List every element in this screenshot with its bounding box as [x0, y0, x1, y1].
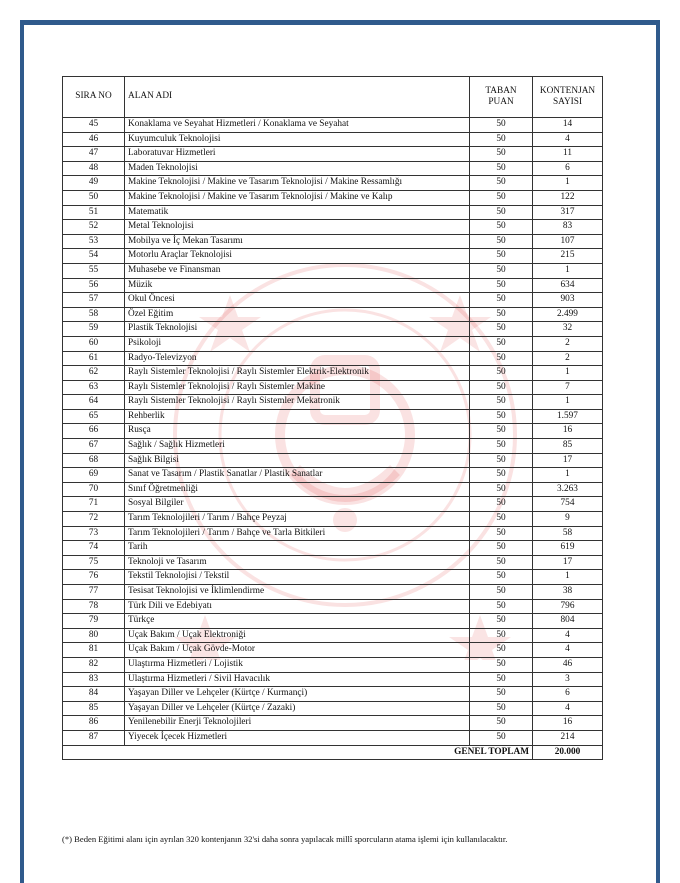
cell-kontenjan: 2	[533, 351, 603, 366]
cell-alan-adi: Yiyecek İçecek Hizmetleri	[125, 730, 470, 745]
cell-taban-puan: 50	[470, 628, 533, 643]
table-row	[63, 570, 603, 585]
cell-sira-no: 62	[63, 366, 125, 381]
table-row	[63, 351, 603, 366]
cell-kontenjan: 38	[533, 585, 603, 600]
cell-alan-adi: Sağlık Bilgisi	[125, 453, 470, 468]
table-row	[63, 497, 603, 512]
cell-kontenjan: 16	[533, 424, 603, 439]
table-row	[63, 555, 603, 570]
cell-alan-adi: Sağlık / Sağlık Hizmetleri	[125, 439, 470, 454]
table-row	[63, 307, 603, 322]
cell-kontenjan: 796	[533, 599, 603, 614]
cell-alan-adi: Raylı Sistemler Teknolojisi / Raylı Sistemler Elektrik-Elektronik	[125, 366, 470, 381]
cell-alan-adi: Yaşayan Diller ve Lehçeler (Kürtçe / Kurmançi)	[125, 687, 470, 702]
cell-taban-puan: 50	[470, 409, 533, 424]
cell-taban-puan: 50	[470, 220, 533, 235]
cell-sira-no: 75	[63, 555, 125, 570]
cell-taban-puan: 50	[470, 672, 533, 687]
cell-sira-no: 68	[63, 453, 125, 468]
header-taban-line2: PUAN	[488, 97, 514, 107]
cell-alan-adi: Türkçe	[125, 614, 470, 629]
cell-kontenjan: 1	[533, 263, 603, 278]
table-row	[63, 278, 603, 293]
cell-taban-puan: 50	[470, 526, 533, 541]
cell-kontenjan: 804	[533, 614, 603, 629]
cell-sira-no: 74	[63, 541, 125, 556]
cell-sira-no: 66	[63, 424, 125, 439]
cell-sira-no: 71	[63, 497, 125, 512]
cell-sira-no: 69	[63, 468, 125, 483]
cell-sira-no: 65	[63, 409, 125, 424]
table-row	[63, 132, 603, 147]
cell-sira-no: 85	[63, 701, 125, 716]
cell-kontenjan: 17	[533, 453, 603, 468]
header-kontenjan-line1: KONTENJAN	[539, 86, 596, 96]
header-taban-line1: TABAN	[485, 86, 517, 96]
cell-taban-puan: 50	[470, 147, 533, 162]
cell-alan-adi: Rusça	[125, 424, 470, 439]
cell-sira-no: 60	[63, 336, 125, 351]
total-value: 20.000	[533, 745, 603, 760]
total-row	[63, 745, 603, 760]
cell-taban-puan: 50	[470, 687, 533, 702]
cell-alan-adi: Uçak Bakım / Uçak Elektroniği	[125, 628, 470, 643]
cell-kontenjan: 754	[533, 497, 603, 512]
cell-kontenjan: 1	[533, 395, 603, 410]
cell-alan-adi: Raylı Sistemler Teknolojisi / Raylı Sistemler Makine	[125, 380, 470, 395]
cell-taban-puan: 50	[470, 366, 533, 381]
cell-kontenjan: 903	[533, 293, 603, 308]
cell-sira-no: 57	[63, 293, 125, 308]
cell-alan-adi: Matematik	[125, 205, 470, 220]
table-row	[63, 424, 603, 439]
cell-kontenjan: 4	[533, 643, 603, 658]
table-row	[63, 687, 603, 702]
cell-kontenjan: 58	[533, 526, 603, 541]
table-row	[63, 482, 603, 497]
table-row	[63, 730, 603, 745]
cell-sira-no: 46	[63, 132, 125, 147]
total-blank	[63, 745, 125, 760]
cell-taban-puan: 50	[470, 585, 533, 600]
cell-kontenjan: 7	[533, 380, 603, 395]
cell-taban-puan: 50	[470, 351, 533, 366]
cell-taban-puan: 50	[470, 424, 533, 439]
cell-sira-no: 72	[63, 512, 125, 527]
header-alan-adi: ALAN ADI	[125, 77, 470, 118]
cell-kontenjan: 16	[533, 716, 603, 731]
table-row	[63, 161, 603, 176]
cell-sira-no: 78	[63, 599, 125, 614]
cell-kontenjan: 1.597	[533, 409, 603, 424]
cell-taban-puan: 50	[470, 701, 533, 716]
cell-alan-adi: Ulaştırma Hizmetleri / Sivil Havacılık	[125, 672, 470, 687]
table-row	[63, 512, 603, 527]
cell-sira-no: 80	[63, 628, 125, 643]
cell-alan-adi: Özel Eğitim	[125, 307, 470, 322]
cell-alan-adi: Motorlu Araçlar Teknolojisi	[125, 249, 470, 264]
table-header-row	[63, 77, 603, 118]
table-row	[63, 468, 603, 483]
cell-sira-no: 61	[63, 351, 125, 366]
cell-alan-adi: Tarım Teknolojileri / Tarım / Bahçe ve Tarla Bitkileri	[125, 526, 470, 541]
table-row	[63, 118, 603, 133]
table-row	[63, 336, 603, 351]
cell-sira-no: 49	[63, 176, 125, 191]
cell-kontenjan: 1	[533, 176, 603, 191]
cell-kontenjan: 215	[533, 249, 603, 264]
cell-alan-adi: Tekstil Teknolojisi / Tekstil	[125, 570, 470, 585]
cell-kontenjan: 46	[533, 657, 603, 672]
cell-alan-adi: Radyo-Televizyon	[125, 351, 470, 366]
table-row	[63, 439, 603, 454]
total-label: GENEL TOPLAM	[125, 745, 533, 760]
cell-alan-adi: Rehberlik	[125, 409, 470, 424]
cell-kontenjan: 214	[533, 730, 603, 745]
cell-alan-adi: Laboratuvar Hizmetleri	[125, 147, 470, 162]
cell-taban-puan: 50	[470, 293, 533, 308]
cell-kontenjan: 122	[533, 190, 603, 205]
cell-alan-adi: Teknoloji ve Tasarım	[125, 555, 470, 570]
table-row	[63, 614, 603, 629]
cell-sira-no: 63	[63, 380, 125, 395]
table-row	[63, 716, 603, 731]
table-row	[63, 147, 603, 162]
cell-taban-puan: 50	[470, 395, 533, 410]
table-row	[63, 657, 603, 672]
header-taban-puan	[470, 77, 533, 118]
cell-kontenjan: 32	[533, 322, 603, 337]
header-sira-no: SIRA NO	[63, 77, 125, 118]
cell-taban-puan: 50	[470, 716, 533, 731]
cell-sira-no: 77	[63, 585, 125, 600]
cell-alan-adi: Raylı Sistemler Teknolojisi / Raylı Sistemler Mekatronik	[125, 395, 470, 410]
cell-kontenjan: 83	[533, 220, 603, 235]
cell-kontenjan: 2.499	[533, 307, 603, 322]
table-row	[63, 701, 603, 716]
cell-kontenjan: 107	[533, 234, 603, 249]
cell-kontenjan: 634	[533, 278, 603, 293]
cell-alan-adi: Makine Teknolojisi / Makine ve Tasarım Teknolojisi / Makine Ressamlığı	[125, 176, 470, 191]
cell-alan-adi: Tarım Teknolojileri / Tarım / Bahçe Peyzaj	[125, 512, 470, 527]
cell-alan-adi: Plastik Teknolojisi	[125, 322, 470, 337]
cell-alan-adi: Yenilenebilir Enerji Teknolojileri	[125, 716, 470, 731]
cell-taban-puan: 50	[470, 497, 533, 512]
cell-sira-no: 59	[63, 322, 125, 337]
table-row	[63, 453, 603, 468]
table-row	[63, 395, 603, 410]
cell-taban-puan: 50	[470, 234, 533, 249]
cell-taban-puan: 50	[470, 468, 533, 483]
cell-taban-puan: 50	[470, 161, 533, 176]
cell-kontenjan: 6	[533, 161, 603, 176]
cell-alan-adi: Makine Teknolojisi / Makine ve Tasarım Teknolojisi / Makine ve Kalıp	[125, 190, 470, 205]
cell-kontenjan: 317	[533, 205, 603, 220]
cell-sira-no: 53	[63, 234, 125, 249]
cell-sira-no: 48	[63, 161, 125, 176]
cell-taban-puan: 50	[470, 643, 533, 658]
table-row	[63, 643, 603, 658]
cell-kontenjan: 1	[533, 366, 603, 381]
cell-alan-adi: Sosyal Bilgiler	[125, 497, 470, 512]
cell-alan-adi: Konaklama ve Seyahat Hizmetleri / Konaklama ve Seyahat	[125, 118, 470, 133]
cell-sira-no: 84	[63, 687, 125, 702]
cell-taban-puan: 50	[470, 541, 533, 556]
table-row	[63, 322, 603, 337]
cell-alan-adi: Kuyumculuk Teknolojisi	[125, 132, 470, 147]
cell-alan-adi: Tesisat Teknolojisi ve İklimlendirme	[125, 585, 470, 600]
table-row	[63, 409, 603, 424]
cell-taban-puan: 50	[470, 205, 533, 220]
cell-kontenjan: 9	[533, 512, 603, 527]
cell-alan-adi: Türk Dili ve Edebiyatı	[125, 599, 470, 614]
cell-kontenjan: 6	[533, 687, 603, 702]
cell-sira-no: 81	[63, 643, 125, 658]
table-row	[63, 585, 603, 600]
cell-taban-puan: 50	[470, 307, 533, 322]
cell-kontenjan: 619	[533, 541, 603, 556]
cell-kontenjan: 2	[533, 336, 603, 351]
header-kontenjan-sayisi	[533, 77, 603, 118]
cell-taban-puan: 50	[470, 453, 533, 468]
cell-sira-no: 67	[63, 439, 125, 454]
cell-taban-puan: 50	[470, 132, 533, 147]
cell-taban-puan: 50	[470, 614, 533, 629]
cell-kontenjan: 14	[533, 118, 603, 133]
table-row	[63, 541, 603, 556]
cell-alan-adi: Maden Teknolojisi	[125, 161, 470, 176]
cell-taban-puan: 50	[470, 439, 533, 454]
header-kontenjan-line2: SAYISI	[552, 97, 583, 107]
cell-taban-puan: 50	[470, 657, 533, 672]
cell-taban-puan: 50	[470, 570, 533, 585]
cell-sira-no: 51	[63, 205, 125, 220]
cell-sira-no: 70	[63, 482, 125, 497]
cell-alan-adi: Mobilya ve İç Mekan Tasarımı	[125, 234, 470, 249]
cell-kontenjan: 4	[533, 701, 603, 716]
table-row	[63, 234, 603, 249]
cell-kontenjan: 17	[533, 555, 603, 570]
table-row	[63, 526, 603, 541]
cell-sira-no: 86	[63, 716, 125, 731]
cell-sira-no: 58	[63, 307, 125, 322]
table-row	[63, 366, 603, 381]
cell-sira-no: 52	[63, 220, 125, 235]
cell-sira-no: 47	[63, 147, 125, 162]
cell-sira-no: 87	[63, 730, 125, 745]
cell-alan-adi: Psikoloji	[125, 336, 470, 351]
cell-alan-adi: Muhasebe ve Finansman	[125, 263, 470, 278]
cell-taban-puan: 50	[470, 599, 533, 614]
cell-taban-puan: 50	[470, 249, 533, 264]
cell-taban-puan: 50	[470, 278, 533, 293]
table-row	[63, 628, 603, 643]
cell-kontenjan: 11	[533, 147, 603, 162]
cell-taban-puan: 50	[470, 118, 533, 133]
table-row	[63, 599, 603, 614]
cell-alan-adi: Sanat ve Tasarım / Plastik Sanatlar / Plastik Sanatlar	[125, 468, 470, 483]
cell-taban-puan: 50	[470, 555, 533, 570]
cell-taban-puan: 50	[470, 176, 533, 191]
cell-taban-puan: 50	[470, 512, 533, 527]
cell-kontenjan: 4	[533, 628, 603, 643]
table-row	[63, 220, 603, 235]
quota-table	[62, 76, 603, 760]
cell-alan-adi: Ulaştırma Hizmetleri / Lojistik	[125, 657, 470, 672]
cell-sira-no: 50	[63, 190, 125, 205]
cell-alan-adi: Yaşayan Diller ve Lehçeler (Kürtçe / Zazaki)	[125, 701, 470, 716]
cell-sira-no: 76	[63, 570, 125, 585]
cell-alan-adi: Metal Teknolojisi	[125, 220, 470, 235]
cell-taban-puan: 50	[470, 730, 533, 745]
cell-sira-no: 83	[63, 672, 125, 687]
footnote: (*) Beden Eğitimi alanı için ayrılan 320 kontenjanın 32'si daha sonra yapılacak millî sporcuların atama işlemi için kullanılacaktır.	[62, 834, 508, 844]
cell-kontenjan: 4	[533, 132, 603, 147]
cell-alan-adi: Tarih	[125, 541, 470, 556]
cell-taban-puan: 50	[470, 482, 533, 497]
table-row	[63, 293, 603, 308]
table-row	[63, 190, 603, 205]
cell-kontenjan: 3.263	[533, 482, 603, 497]
cell-taban-puan: 50	[470, 380, 533, 395]
cell-sira-no: 56	[63, 278, 125, 293]
table-row	[63, 205, 603, 220]
cell-sira-no: 64	[63, 395, 125, 410]
cell-sira-no: 79	[63, 614, 125, 629]
cell-kontenjan: 1	[533, 468, 603, 483]
cell-taban-puan: 50	[470, 336, 533, 351]
cell-kontenjan: 85	[533, 439, 603, 454]
table-row	[63, 249, 603, 264]
cell-sira-no: 54	[63, 249, 125, 264]
cell-kontenjan: 3	[533, 672, 603, 687]
table-row	[63, 380, 603, 395]
cell-alan-adi: Uçak Bakım / Uçak Gövde-Motor	[125, 643, 470, 658]
cell-taban-puan: 50	[470, 190, 533, 205]
cell-sira-no: 45	[63, 118, 125, 133]
cell-sira-no: 82	[63, 657, 125, 672]
cell-alan-adi: Müzik	[125, 278, 470, 293]
cell-kontenjan: 1	[533, 570, 603, 585]
table-row	[63, 672, 603, 687]
cell-sira-no: 55	[63, 263, 125, 278]
cell-sira-no: 73	[63, 526, 125, 541]
cell-taban-puan: 50	[470, 263, 533, 278]
cell-taban-puan: 50	[470, 322, 533, 337]
cell-alan-adi: Okul Öncesi	[125, 293, 470, 308]
table-row	[63, 176, 603, 191]
cell-alan-adi: Sınıf Öğretmenliği	[125, 482, 470, 497]
table-row	[63, 263, 603, 278]
